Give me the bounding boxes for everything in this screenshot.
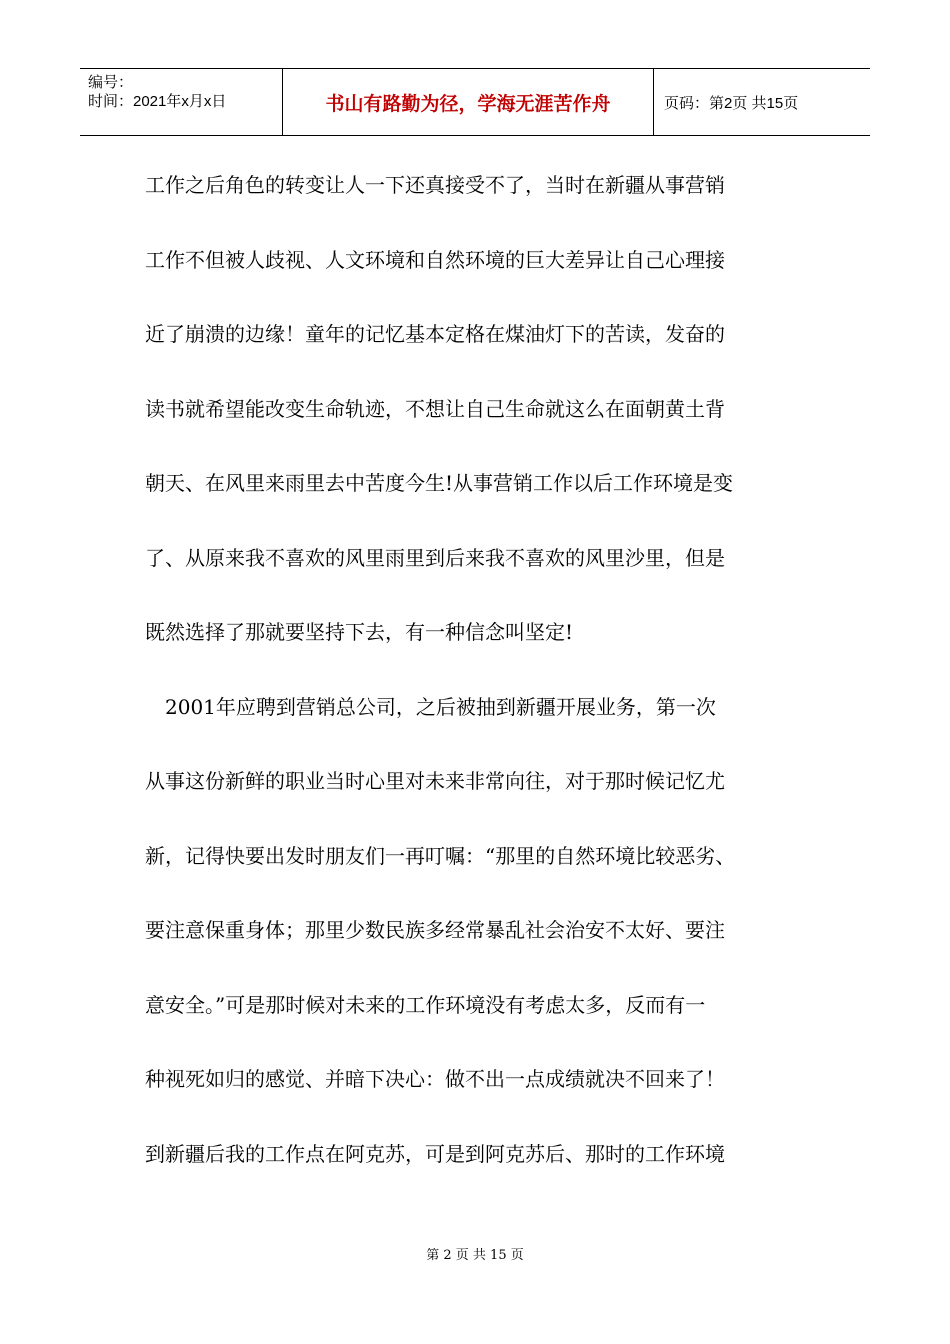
page-header [80, 68, 870, 136]
document-date: 时间：2021年x月x日 [88, 93, 227, 110]
text-line: 意安全。”可是那时候对未来的工作环境没有考虑太多，反而有一 [145, 992, 706, 1017]
text-line: 朝天、在风里来雨里去中苦度今生!从事营销工作以后工作环境是变 [145, 471, 734, 495]
header-meta [80, 69, 282, 135]
text-line: 了、从原来我不喜欢的风里雨里到后来我不喜欢的风里沙里，但是 [145, 545, 725, 570]
text-line: 近了崩溃的边缘！童年的记忆基本定格在煤油灯下的苦读，发奋的 [145, 322, 725, 346]
header-motto: 书山有路勤为径，学海无涯苦作舟 [282, 69, 654, 135]
page-footer: 第 2 页 共 15 页 [426, 1248, 524, 1263]
text-line: 种视死如归的感觉、并暗下决心：做不出一点成绩就决不回来了！ [145, 1067, 725, 1091]
text-line: 到新疆后我的工作点在阿克苏，可是到阿克苏后、那时的工作环境 [145, 1141, 725, 1166]
text-line: 从事这份新鲜的职业当时心里对未来非常向往，对于那时候记忆尤 [145, 769, 725, 793]
text-line: 读书就希望能改变生命轨迹，不想让自己生命就这么在面朝黄土背 [145, 396, 725, 421]
text-line: 新，记得快要出发时朋友们一再叮嘱：“那里的自然环境比较恶劣、 [145, 843, 736, 868]
text-line: 工作之后角色的转变让人一下还真接受不了，当时在新疆从事营销 [145, 173, 725, 197]
document-number-label: 编号： [88, 74, 134, 91]
body-text [145, 148, 810, 1191]
header-page-info: 页码：第2页 共15页 [664, 94, 799, 112]
text-line: 要注意保重身体；那里少数民族多经常暴乱社会治安不太好、要注 [145, 918, 725, 942]
text-line: 工作不但被人歧视、人文环境和自然环境的巨大差异让自己心理接 [145, 247, 725, 272]
text-line: 既然选择了那就要坚持下去，有一种信念叫坚定! [145, 620, 574, 644]
text-line: 2001年应聘到营销总公司，之后被抽到新疆开展业务，第一次 [145, 694, 716, 719]
